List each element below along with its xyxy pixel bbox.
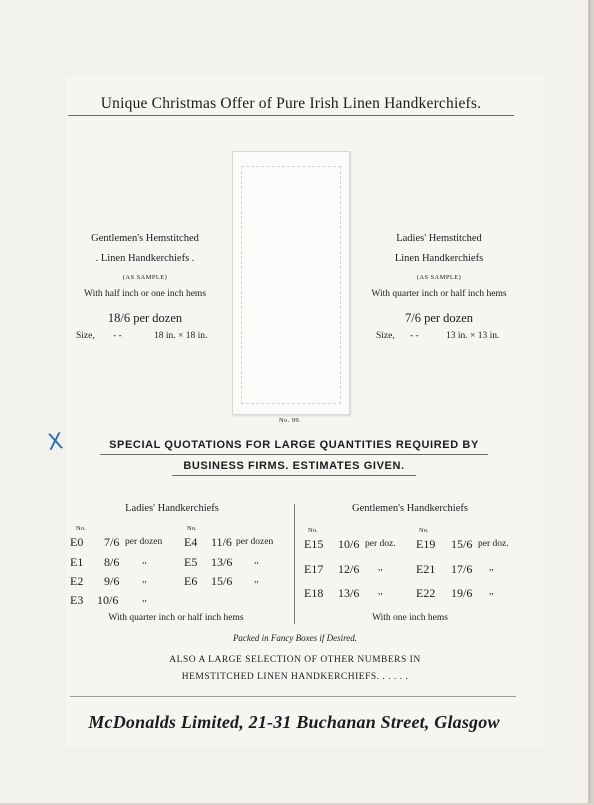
ladies-price: 10/6 — [97, 593, 119, 607]
ladies-unit: per dozen — [125, 537, 163, 547]
gents-table-heading: Gentlemen's Handkerchiefs — [352, 503, 468, 514]
gents-unit: ,, — [489, 563, 494, 573]
ladies-code: E0 — [70, 535, 84, 549]
ladies-code: E5 — [184, 555, 198, 569]
ladies-code: E1 — [70, 555, 84, 569]
footer-address: McDonalds Limited, 21-31 Buchanan Street, Glasgow — [88, 712, 500, 732]
ladies-size-dashes: - - — [410, 331, 419, 341]
gents-price: 17/6 — [451, 562, 473, 576]
ladies-no-label-a: No. — [76, 525, 86, 532]
gents-price: 15/6 — [451, 537, 473, 551]
ladies-unit: per dozen — [236, 537, 274, 547]
ladies-line-1: Ladies' Hemstitched — [396, 233, 482, 244]
ladies-code: E4 — [184, 535, 198, 549]
gents-no-label-a: No. — [308, 527, 318, 534]
ladies-price: 7/6 — [104, 535, 120, 549]
gents-unit: ,, — [378, 563, 383, 573]
gentlemen-sample-note: (AS SAMPLE) — [122, 274, 168, 281]
ladies-price: 13/6 — [211, 555, 233, 569]
gents-code: E15 — [304, 537, 324, 551]
gents-unit: ,, — [489, 587, 494, 597]
selection-line-2: HEMSTITCHED LINEN HANDKERCHIEFS. . . . . . — [181, 672, 409, 682]
table-divider — [294, 504, 295, 624]
gentlemen-line-2: . Linen Handkerchiefs . — [95, 253, 195, 264]
gents-code: E17 — [304, 562, 324, 576]
gents-unit: ,, — [378, 587, 383, 597]
ladies-unit: ,, — [142, 594, 147, 604]
ladies-price: 11/6 — [211, 535, 232, 549]
packed-note: Packed in Fancy Boxes if Desired. — [232, 633, 358, 643]
gentlemen-price: 18/6 per dozen — [107, 311, 183, 325]
ladies-sample-note: (AS SAMPLE) — [416, 274, 462, 281]
ladies-no-label-b: No. — [187, 525, 197, 532]
gents-price: 12/6 — [338, 562, 360, 576]
gentlemen-size-label: Size, — [76, 331, 95, 341]
ladies-unit: ,, — [142, 556, 147, 566]
ladies-price: 7/6 per dozen — [404, 311, 474, 325]
gentlemen-hems: With half inch or one inch hems — [83, 289, 207, 299]
ladies-table-note: With quarter inch or half inch hems — [108, 613, 244, 623]
ladies-price: 8/6 — [104, 555, 120, 569]
special-quotations-line-1: SPECIAL QUOTATIONS FOR LARGE QUANTITIES REQUIRED BY — [109, 439, 479, 451]
selection-line-1: ALSO A LARGE SELECTION OF OTHER NUMBERS IN — [169, 655, 421, 665]
ladies-code: E6 — [184, 574, 198, 588]
title-underline — [68, 115, 514, 116]
ladies-hems: With quarter inch or half inch hems — [371, 289, 507, 299]
gents-price: 13/6 — [338, 586, 360, 600]
gents-price: 19/6 — [451, 586, 473, 600]
gents-unit: per doz. — [365, 539, 396, 549]
ladies-table-heading: Ladies' Handkerchiefs — [125, 503, 219, 514]
ladies-size-label: Size, — [376, 331, 395, 341]
gents-code: E21 — [416, 562, 436, 576]
gents-price: 10/6 — [338, 537, 360, 551]
swatch-caption: No. 99. — [278, 417, 302, 424]
ladies-unit: ,, — [142, 575, 147, 585]
ladies-size-value: 13 in. × 13 in. — [446, 331, 500, 341]
gents-code: E22 — [416, 586, 436, 600]
gents-no-label-b: No. — [419, 527, 429, 534]
ladies-code: E3 — [70, 593, 84, 607]
footer-rule — [70, 696, 516, 697]
gents-unit: per doz. — [478, 539, 509, 549]
ladies-code: E2 — [70, 574, 84, 588]
special-underline-2 — [172, 475, 416, 476]
ladies-price: 9/6 — [104, 574, 120, 588]
ladies-line-2: Linen Handkerchiefs — [394, 253, 484, 264]
special-underline-1 — [100, 454, 488, 455]
ladies-price: 15/6 — [211, 574, 233, 588]
gents-table-note: With one inch hems — [372, 613, 448, 623]
special-quotations-line-2: BUSINESS FIRMS. ESTIMATES GIVEN. — [183, 460, 405, 472]
ladies-unit: ,, — [254, 556, 259, 566]
gentlemen-line-1: Gentlemen's Hemstitched — [91, 233, 199, 244]
gentlemen-size-dashes: - - — [113, 331, 122, 341]
handkerchief-sample — [232, 151, 350, 415]
gents-code: E18 — [304, 586, 324, 600]
ladies-unit: ,, — [254, 575, 259, 585]
gentlemen-size-value: 18 in. × 18 in. — [154, 331, 208, 341]
page-title: Unique Christmas Offer of Pure Irish Linen Handkerchiefs. — [100, 95, 482, 112]
gents-code: E19 — [416, 537, 436, 551]
handwritten-x-mark: X — [46, 429, 65, 456]
